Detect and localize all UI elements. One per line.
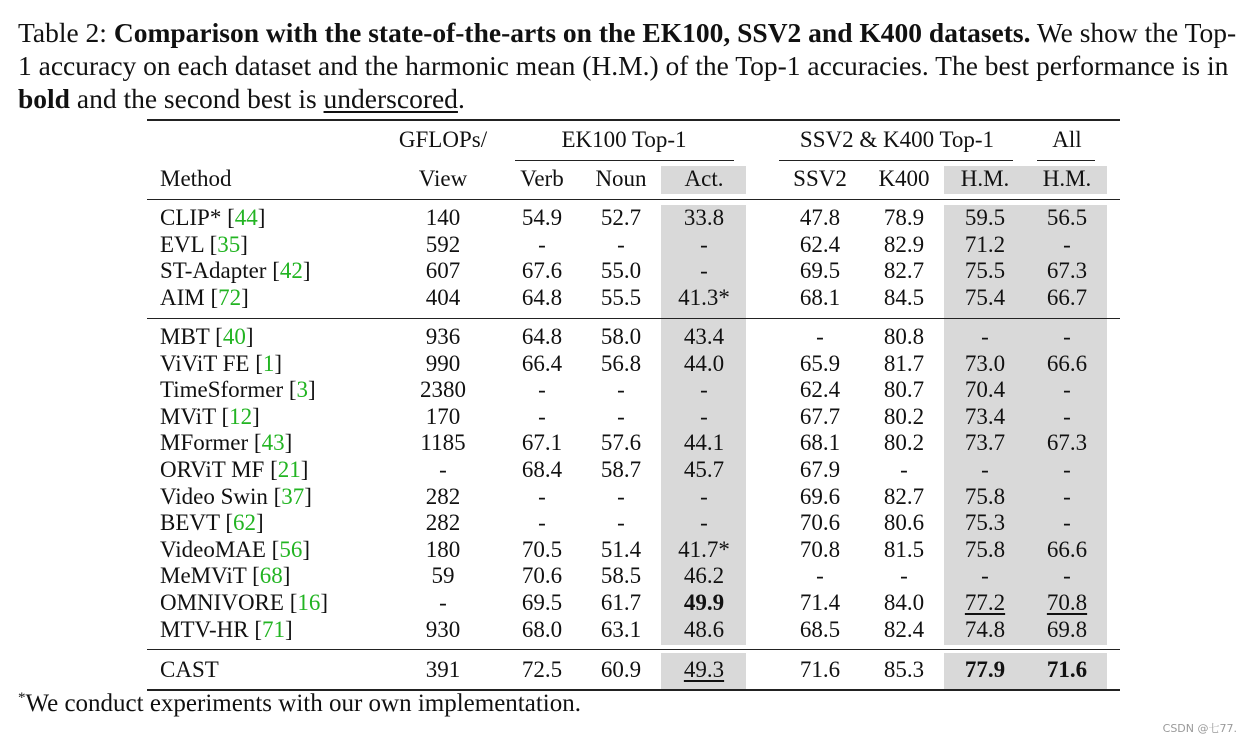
- cell-verb: 68.4: [521, 457, 563, 482]
- cell-hm: -: [981, 457, 989, 482]
- method-label: Video Swin [: [160, 483, 282, 509]
- cell-ssv2: 47.8: [799, 205, 841, 230]
- cell-k400: 82.7: [883, 258, 925, 284]
- method-label: AIM [: [160, 284, 219, 310]
- cell-act: 43.4: [683, 324, 725, 349]
- method-label: MTV-HR [: [160, 616, 263, 642]
- citation-bracket: ]: [285, 616, 293, 642]
- header-all-hm: H.M.: [1042, 166, 1092, 191]
- method-label: MViT [: [160, 403, 230, 429]
- footnote-mark: *: [18, 690, 26, 706]
- method-name: [160, 456, 308, 483]
- cell-ssv2: 71.6: [799, 657, 841, 682]
- cell-verb: -: [538, 510, 546, 536]
- cell-all: 70.8: [1046, 590, 1088, 615]
- cell-ssv2: 68.1: [799, 284, 841, 310]
- cell-noun: 63.1: [600, 616, 642, 642]
- cell-act: -: [700, 403, 708, 429]
- cell-hm: 71.2: [964, 231, 1006, 257]
- cell-verb: -: [538, 483, 546, 509]
- cell-verb: -: [538, 403, 546, 429]
- cell-act: 49.9: [683, 590, 725, 615]
- citation-bracket: ]: [256, 510, 264, 536]
- caption-bold-word: bold: [18, 83, 70, 114]
- cell-all: 67.3: [1046, 258, 1088, 284]
- cell-act: -: [700, 258, 708, 284]
- watermark: CSDN @七77.: [1162, 722, 1237, 735]
- cell-verb: 54.9: [521, 205, 563, 230]
- cell-k400: 80.2: [883, 430, 925, 456]
- caption-end: .: [457, 83, 465, 114]
- citation-bracket: ]: [308, 377, 316, 403]
- cell-gflops: 936: [425, 324, 461, 349]
- header-all: All: [1052, 127, 1082, 152]
- cell-gflops: 1185: [420, 430, 466, 456]
- method-label: TimeSformer [: [160, 377, 297, 403]
- cell-hm: 77.9: [964, 657, 1006, 682]
- citation-link[interactable]: 68: [259, 563, 283, 589]
- cell-noun: -: [617, 231, 625, 257]
- method-label: OMNIVORE [: [160, 590, 298, 615]
- method-name: [160, 656, 219, 683]
- cell-k400: 82.9: [883, 231, 925, 257]
- method-name: [160, 589, 328, 616]
- method-label: ViViT FE [: [160, 350, 263, 376]
- cell-noun: -: [617, 483, 625, 509]
- cell-gflops: -: [439, 457, 447, 482]
- citation-bracket: ]: [274, 350, 283, 376]
- cell-act: -: [700, 231, 708, 257]
- cell-gflops: 607: [425, 258, 461, 284]
- cell-all: 66.6: [1046, 350, 1088, 376]
- citation-bracket: ]: [257, 205, 266, 230]
- cell-gflops: 990: [425, 350, 461, 376]
- method-label: BEVT [: [160, 510, 234, 536]
- cell-ssv2: 62.4: [799, 231, 841, 257]
- cell-ssv2: 68.1: [799, 430, 841, 456]
- header-view: View: [418, 166, 468, 191]
- method-label: CAST: [160, 657, 219, 682]
- cell-hm: 75.8: [964, 536, 1006, 562]
- method-name: [160, 231, 248, 258]
- citation-link[interactable]: 42: [279, 258, 303, 284]
- citation-bracket: ]: [320, 590, 329, 615]
- method-label: MeMViT [: [160, 563, 260, 589]
- cmidrule-ssv2k400: [779, 160, 1013, 161]
- cell-verb: 66.4: [521, 350, 563, 376]
- cell-gflops: 170: [425, 403, 461, 429]
- cell-all: 56.5: [1046, 205, 1088, 230]
- header-act: Act.: [684, 166, 724, 191]
- method-name: [160, 350, 282, 377]
- cell-verb: 70.6: [521, 563, 563, 589]
- citation-link[interactable]: 44: [234, 205, 258, 230]
- cell-verb: 69.5: [521, 590, 563, 615]
- cell-noun: 55.5: [600, 284, 642, 310]
- cmidrule-ek100: [515, 160, 734, 161]
- cell-verb: 64.8: [521, 324, 563, 349]
- cell-ssv2: 69.6: [799, 483, 841, 509]
- header-rule: [147, 199, 1120, 200]
- cell-act: -: [700, 483, 708, 509]
- cell-act: -: [700, 510, 708, 536]
- cell-noun: 52.7: [600, 205, 642, 230]
- cell-hm: 73.7: [964, 430, 1006, 456]
- citation-bracket: ]: [241, 284, 249, 310]
- cell-k400: 81.7: [883, 350, 925, 376]
- cell-all: 67.3: [1046, 430, 1088, 456]
- method-label: MBT [: [160, 324, 223, 349]
- cell-gflops: 140: [425, 205, 461, 230]
- caption-label: Table 2:: [18, 17, 107, 48]
- citation-bracket: ]: [300, 457, 309, 482]
- caption-text-1: We show the Top-1 accuracy on each dataset and the harmonic mean (H.M.) of the Top-1 accuracies. The best performance is in: [18, 17, 1237, 81]
- cell-act: 41.7*: [678, 536, 730, 562]
- cell-hm: 70.4: [964, 377, 1006, 403]
- cell-noun: 57.6: [600, 430, 642, 456]
- citation-link[interactable]: 72: [218, 284, 242, 310]
- citation-link[interactable]: 56: [279, 536, 303, 562]
- cell-k400: -: [900, 457, 908, 482]
- cell-gflops: 59: [431, 563, 455, 589]
- cell-verb: 68.0: [521, 616, 563, 642]
- cell-act: 44.1: [683, 430, 725, 456]
- cell-hm: -: [981, 324, 989, 349]
- header-method: Method: [160, 166, 232, 191]
- cell-noun: -: [617, 510, 625, 536]
- cell-ssv2: 70.6: [799, 510, 841, 536]
- cell-noun: 51.4: [600, 536, 642, 562]
- cell-ssv2: -: [816, 324, 824, 349]
- cell-all: -: [1063, 377, 1071, 403]
- cell-all: 71.6: [1046, 657, 1088, 682]
- method-label: ORViT MF [: [160, 457, 278, 482]
- comparison-table: [147, 119, 1120, 691]
- citation-link[interactable]: 21: [277, 457, 301, 482]
- citation-link[interactable]: 35: [217, 231, 241, 257]
- cell-hm: 59.5: [964, 205, 1006, 230]
- citation-bracket: ]: [284, 430, 293, 456]
- method-name: [160, 509, 264, 536]
- header-gflops: GFLOPs/: [398, 127, 488, 152]
- group-rule-1: [147, 318, 1120, 319]
- cell-noun: -: [617, 377, 625, 403]
- cell-verb: 64.8: [521, 284, 563, 310]
- cmidrule-all: [1037, 160, 1095, 161]
- cell-k400: 82.4: [883, 616, 925, 642]
- cell-hm: 73.4: [964, 403, 1006, 429]
- cell-k400: 84.5: [883, 284, 925, 310]
- cell-k400: 84.0: [883, 590, 925, 615]
- group-rule-2: [147, 649, 1120, 650]
- method-name: [160, 483, 312, 510]
- cell-gflops: 180: [425, 536, 461, 562]
- citation-bracket: ]: [252, 403, 260, 429]
- cell-noun: 58.0: [600, 324, 642, 349]
- cell-all: -: [1063, 563, 1071, 589]
- cell-noun: 58.7: [600, 457, 642, 482]
- citation-bracket: ]: [302, 536, 311, 562]
- header-verb: Verb: [520, 166, 564, 191]
- cell-all: -: [1063, 231, 1071, 257]
- cell-act: 45.7: [683, 457, 725, 482]
- header-ssv2: SSV2: [793, 166, 847, 191]
- cell-all: 66.7: [1046, 284, 1088, 310]
- cell-ssv2: 71.4: [799, 590, 841, 615]
- cell-hm: 74.8: [964, 616, 1006, 642]
- citation-link[interactable]: 1: [262, 350, 275, 376]
- cell-gflops: 592: [425, 231, 461, 257]
- top-rule: [147, 119, 1120, 121]
- header-k400: K400: [878, 166, 930, 191]
- cell-act: 41.3*: [678, 284, 730, 310]
- citation-bracket: ]: [304, 483, 312, 509]
- cell-ssv2: 69.5: [799, 258, 841, 284]
- method-label: MFormer [: [160, 430, 262, 456]
- cell-all: -: [1063, 403, 1071, 429]
- cell-verb: -: [538, 231, 546, 257]
- header-noun: Noun: [595, 166, 647, 191]
- cell-act: 44.0: [683, 350, 725, 376]
- cell-all: -: [1063, 510, 1071, 536]
- cell-noun: 58.5: [600, 563, 642, 589]
- method-name: [160, 284, 249, 311]
- cell-all: 66.6: [1046, 536, 1088, 562]
- cell-noun: 55.0: [600, 258, 642, 284]
- caption-title: Comparison with the state-of-the-arts on the EK100, SSV2 and K400 datasets.: [113, 17, 1031, 48]
- cell-k400: 80.2: [883, 403, 925, 429]
- method-name: [160, 562, 290, 589]
- cell-gflops: 391: [425, 657, 461, 682]
- table-caption: [18, 16, 1240, 115]
- cell-k400: 85.3: [883, 657, 925, 682]
- method-name: [160, 429, 292, 456]
- cell-noun: 61.7: [600, 590, 642, 615]
- cell-k400: 82.7: [883, 483, 925, 509]
- method-name: [160, 376, 316, 403]
- cell-gflops: -: [439, 590, 447, 615]
- cell-act: -: [700, 377, 708, 403]
- cell-gflops: 404: [425, 284, 461, 310]
- cell-hm: 73.0: [964, 350, 1006, 376]
- cell-ssv2: 67.9: [799, 457, 841, 482]
- cell-hm: 75.3: [964, 510, 1006, 536]
- cell-k400: 80.6: [883, 510, 925, 536]
- cell-k400: 80.7: [883, 377, 925, 403]
- citation-bracket: ]: [302, 258, 311, 284]
- cell-all: 69.8: [1046, 616, 1088, 642]
- citation-bracket: ]: [240, 231, 248, 257]
- method-name: [160, 257, 311, 284]
- method-label: VideoMAE [: [160, 536, 280, 562]
- citation-bracket: ]: [282, 563, 291, 589]
- cell-all: -: [1063, 483, 1071, 509]
- cell-act: 48.6: [683, 616, 725, 642]
- citation-link[interactable]: 3: [296, 377, 309, 403]
- cell-ssv2: 68.5: [799, 616, 841, 642]
- method-label: ST-Adapter [: [160, 258, 280, 284]
- citation-bracket: ]: [245, 324, 254, 349]
- method-name: [160, 323, 254, 350]
- cell-ssv2: 62.4: [799, 377, 841, 403]
- cell-ssv2: 65.9: [799, 350, 841, 376]
- citation-link[interactable]: 16: [297, 590, 321, 615]
- cell-act: 49.3: [683, 657, 725, 682]
- cell-k400: -: [900, 563, 908, 589]
- cell-gflops: 2380: [420, 377, 466, 403]
- header-ssv2k400: SSV2 & K400 Top-1: [799, 127, 995, 152]
- cell-verb: -: [538, 377, 546, 403]
- cell-act: 46.2: [683, 563, 725, 589]
- citation-link[interactable]: 40: [222, 324, 246, 349]
- caption-underline-word: underscored: [323, 83, 458, 114]
- cell-k400: 78.9: [883, 205, 925, 230]
- citation-link[interactable]: 12: [229, 403, 253, 429]
- cell-verb: 67.6: [521, 258, 563, 284]
- header-ek100: EK100 Top-1: [561, 127, 687, 152]
- cell-noun: -: [617, 403, 625, 429]
- method-label: EVL [: [160, 231, 218, 257]
- cell-k400: 81.5: [883, 536, 925, 562]
- cell-gflops: 930: [425, 616, 461, 642]
- cell-noun: 56.8: [600, 350, 642, 376]
- footnote-text: We conduct experiments with our own implementation.: [25, 690, 581, 717]
- cell-verb: 67.1: [521, 430, 563, 456]
- cell-k400: 80.8: [883, 324, 925, 349]
- cell-verb: 70.5: [521, 536, 563, 562]
- cell-gflops: 282: [425, 510, 461, 536]
- cell-hm: 75.5: [964, 258, 1006, 284]
- method-name: [160, 204, 265, 231]
- method-label: CLIP* [: [160, 205, 235, 230]
- cell-hm: -: [981, 563, 989, 589]
- cell-all: -: [1063, 324, 1071, 349]
- citation-link[interactable]: 71: [262, 616, 286, 642]
- citation-link[interactable]: 37: [281, 483, 305, 509]
- cell-hm: 77.2: [964, 590, 1006, 615]
- citation-link[interactable]: 43: [261, 430, 285, 456]
- cell-ssv2: 70.8: [799, 536, 841, 562]
- caption-text-2: and the second best is: [76, 83, 317, 114]
- cell-ssv2: -: [816, 563, 824, 589]
- cell-noun: 60.9: [600, 657, 642, 682]
- cell-gflops: 282: [425, 483, 461, 509]
- cell-hm: 75.4: [964, 284, 1006, 310]
- method-name: [160, 616, 293, 643]
- cell-all: -: [1063, 457, 1071, 482]
- header-hm: H.M.: [960, 166, 1010, 191]
- citation-link[interactable]: 62: [233, 510, 257, 536]
- cell-verb: 72.5: [521, 657, 563, 682]
- cell-hm: 75.8: [964, 483, 1006, 509]
- method-name: [160, 403, 260, 430]
- cell-ssv2: 67.7: [799, 403, 841, 429]
- footnote: [18, 690, 581, 718]
- cell-act: 33.8: [683, 205, 725, 230]
- method-name: [160, 536, 310, 563]
